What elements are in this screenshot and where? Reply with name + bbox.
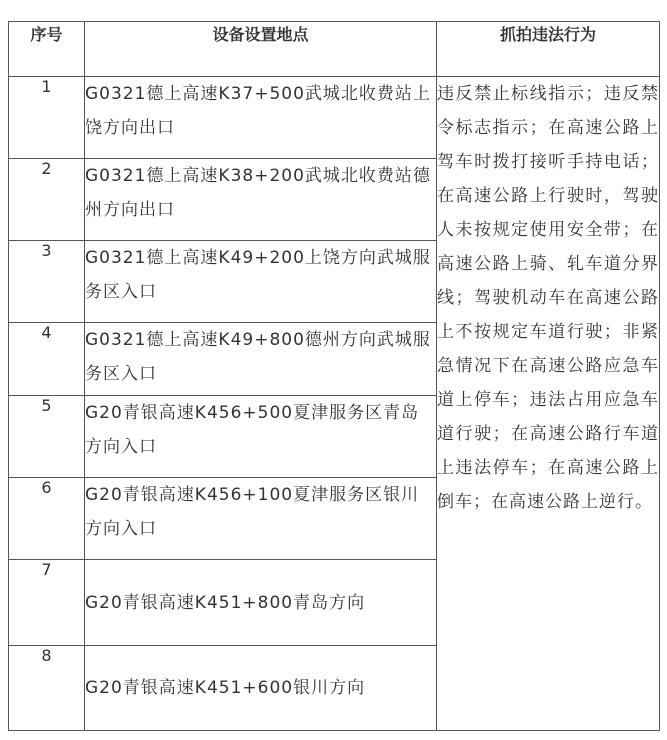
row-location: G0321德上高速K49+800德州方向武城服务区入口: [85, 323, 437, 396]
header-location: 设备设置地点: [85, 22, 437, 77]
behavior-cell: 违反禁止标线指示；违反禁令标志指示；在高速公路上驾车时拨打接听手持电话；在高速公路上行驶时，驾驶人未按规定使用安全带；在高速公路上骑、轧车道分界线；驾驶机动车在高速公路上不按规定车道行驶；非紧急情况下在高速公路应急车道上停车；违法占用应急车道行驶；在高速公路行车道上违法停车；在高速公路上倒车；在高速公路上逆行。: [437, 77, 660, 731]
row-location: G20青银高速K451+600银川方向: [85, 646, 437, 731]
row-index: 1: [9, 77, 85, 159]
row-index: 8: [9, 646, 85, 731]
row-location: G20青银高速K456+500夏津服务区青岛方向入口: [85, 396, 437, 478]
row-location: G0321德上高速K37+500武城北收费站上饶方向出口: [85, 77, 437, 159]
row-location: G0321德上高速K38+200武城北收费站德州方向出口: [85, 159, 437, 241]
row-index: 5: [9, 396, 85, 478]
header-behavior: 抓拍违法行为: [437, 22, 660, 77]
table-header-row: [9, 22, 660, 77]
row-location: G20青银高速K451+800青岛方向: [85, 560, 437, 646]
row-location: G0321德上高速K49+200上饶方向武城服务区入口: [85, 241, 437, 323]
row-index: 6: [9, 478, 85, 560]
header-index: 序号: [9, 22, 85, 77]
row-index: 4: [9, 323, 85, 396]
row-index: 7: [9, 560, 85, 646]
table-row: [9, 77, 660, 159]
enforcement-table: [8, 21, 660, 731]
row-index: 3: [9, 241, 85, 323]
row-index: 2: [9, 159, 85, 241]
row-location: G20青银高速K456+100夏津服务区银川方向入口: [85, 478, 437, 560]
